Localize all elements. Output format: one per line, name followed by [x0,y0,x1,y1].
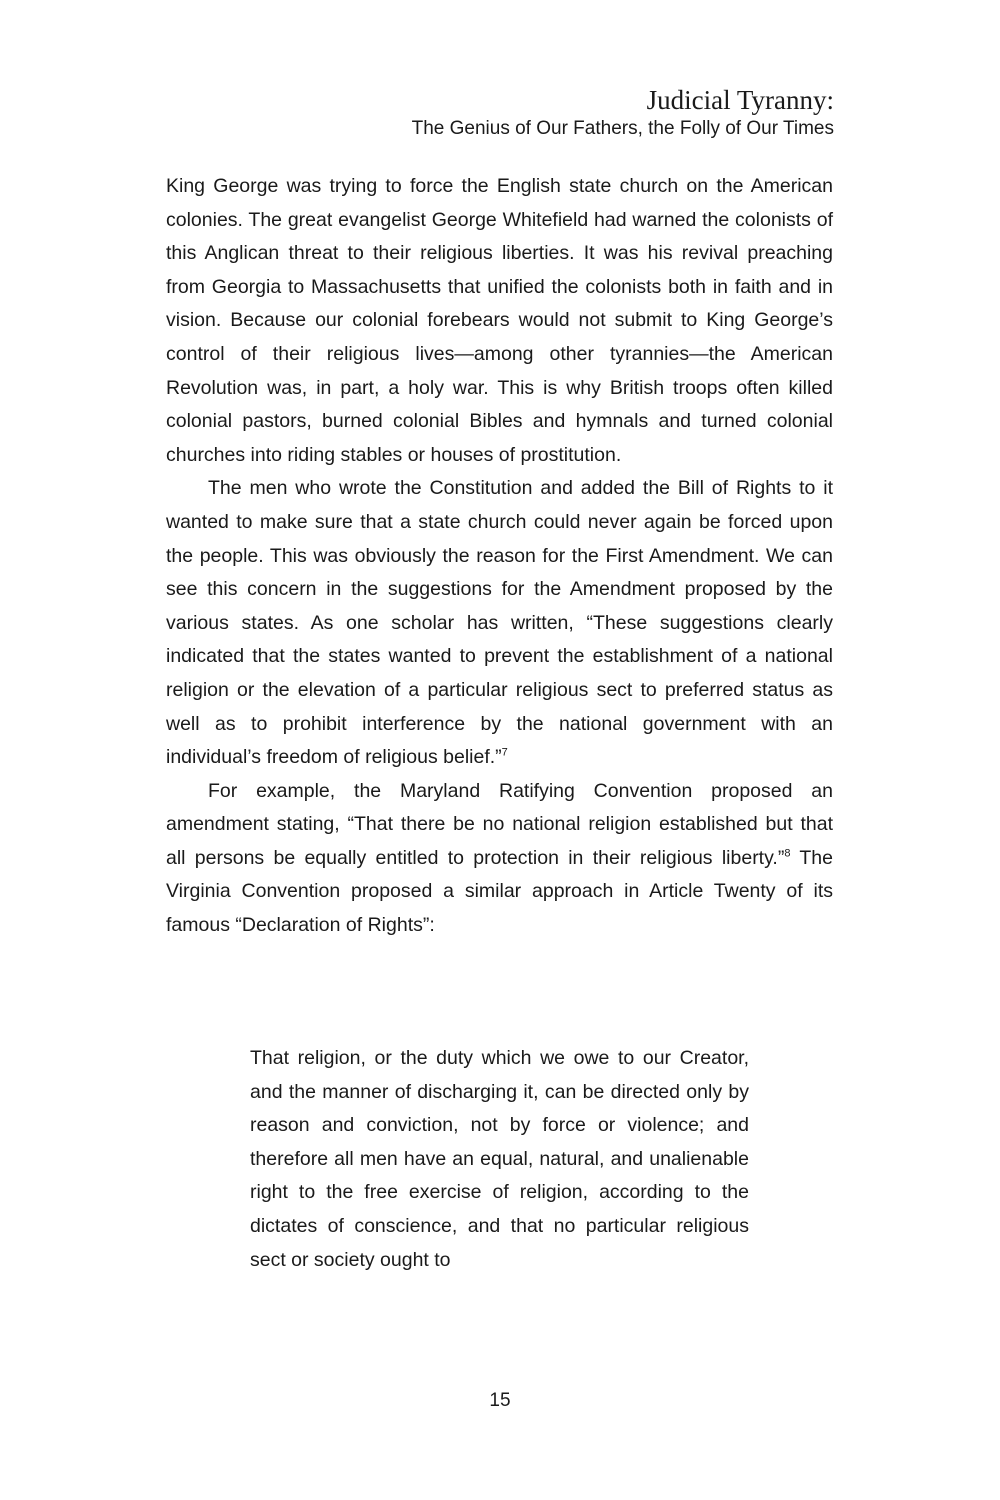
paragraph-3-text-a: For example, the Maryland Ratifying Convention proposed an amendment stating, “That there be no national religion established but that all persons be equally entitled to protection in their religious liberty.” [166,779,833,869]
paragraph-1: King George was trying to force the English state church on the American colonies. The great evangelist George Whitefield had warned the colonists of this Anglican threat to their religious liberties. It was his revival preaching from Georgia to Massachusetts that unified the colonists both in faith and in vision. Because our colonial forebears would not submit to King George’s control of their religious lives—among other tyrannies—the American Revolution was, in part, a holy war. This is why British troops often killed colonial pastors, burned colonial Bibles and hymnals and turned colonial churches into riding stables or houses of prostitution. [166,175,833,466]
paragraph-2 [166,472,833,774]
paragraph-3 [166,775,833,943]
running-head-title: Judicial Tyranny: [646,85,834,115]
page-number: 15 [489,1390,511,1411]
footnote-ref-7: 7 [501,746,508,759]
paragraph-3-text-b: The Virginia Convention proposed a similar approach in Article Twenty of its famous “Declaration of Rights”: [166,846,833,937]
body-text [166,170,833,943]
block-quote: That religion, or the duty which we owe to our Creator, and the manner of discharging it, can be directed only by reason and conviction, not by force or violence; and therefore all men have an equal, natural, and unalienable right to the free exercise of religion, according to the dictates of conscience, and that no particular religious sect or society ought to [250,1047,749,1271]
running-head [412,84,834,142]
running-head-subtitle: The Genius of Our Fathers, the Folly of Our Times [411,118,834,139]
footnote-ref-8: 8 [784,847,791,860]
paragraph-2-text: The men who wrote the Constitution and added the Bill of Rights to it wanted to make sure that a state church could never again be forced upon the people. This was obviously the reason for the First Amendment. We can see this concern in the suggestions for the Amendment proposed by the various states. As one scholar has written, “These suggestions clearly indicated that the states wanted to prevent the establishment of a national religion or the elevation of a particular religious sect to preferred status as well as to prohibit interference by the national government with an individual’s freedom of religious belief.” [166,477,833,769]
